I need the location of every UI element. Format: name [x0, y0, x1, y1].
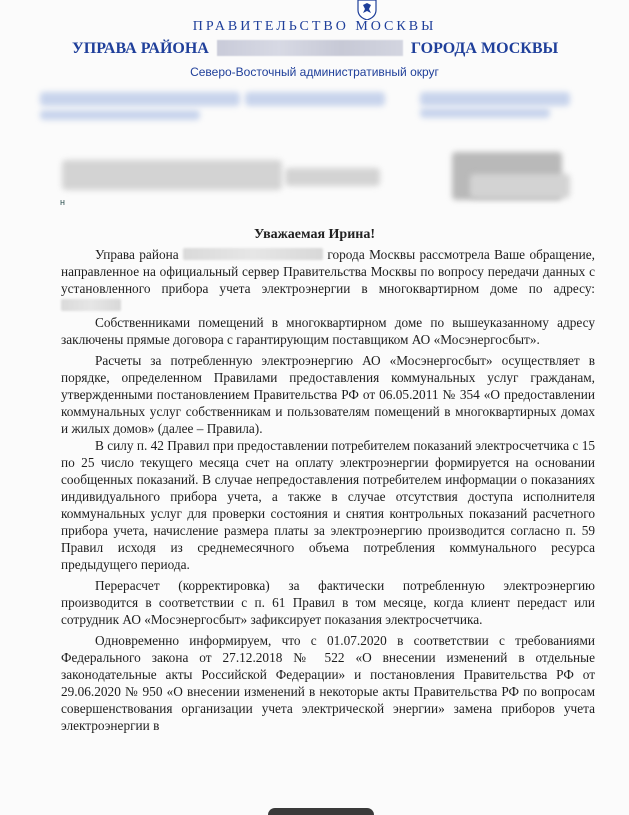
district-name: Северо-Восточный административный округ: [190, 65, 439, 79]
greeting: Уважаемая Ирина!: [253, 227, 376, 242]
redacted-address-inline: [61, 299, 121, 311]
government-title: ПРАВИТЕЛЬСТВО МОСКВЫ: [192, 19, 437, 34]
paragraph-1-start: Управа района: [95, 247, 179, 262]
redacted-line-7: [285, 168, 380, 186]
moscow-crest-icon: [356, 0, 378, 20]
redacted-line-2: [245, 92, 385, 106]
scroll-indicator[interactable]: [268, 808, 374, 815]
paragraph-1-rest: города Москвы рассмотрела Ваше обращение, направленное на официальный сервер Правительства Москвы по вопросу передачи данных с установленного прибора учета электроэнергии в многоквартирном доме по адресу:: [61, 247, 596, 296]
redacted-district-name: [217, 40, 403, 56]
redacted-line-1: [40, 92, 240, 106]
redacted-fragment: н: [60, 197, 65, 207]
paragraph-1: [61, 246, 595, 314]
redacted-line-5: [420, 108, 550, 118]
redacted-line-4: [40, 110, 200, 120]
paragraph-4: В силу п. 42 Правил при предоставлении потребителем показаний электросчетчика с 15 по 25 число текущего месяца счет на оплату электроэнергии формируется на основании сообщенных показаний. В случае непредоставления потребителем информации о показаниях индивидуального прибора учета, а также в случае отсутствия доступа исполнителя коммунальных услуг для проверки состояния и снятия контрольных показаний расчетного прибора учета, начисление размера платы за электроэнергию производится согласно п. 59 Правил исходя из среднемесячного объема потребления коммунального ресурса предыдущего периода.: [61, 438, 595, 572]
paragraph-5: Перерасчет (корректировка) за фактически потребленную электроэнергию производится в соответствии с п. 61 Правил в том месяце, когда клиент передаст или сотрудник АО «Мосэнергосбыт» зафиксирует показания электросчетчика.: [61, 578, 595, 627]
uprava-title: [72, 40, 592, 57]
redacted-line-9: [470, 174, 570, 198]
paragraph-2: Собственниками помещений в многоквартирном доме по вышеуказанному адресу заключены прямые договора с гарантирующим поставщиком АО «Мосэнергосбыт».: [61, 315, 595, 347]
uprava-suffix: ГОРОДА МОСКВЫ: [410, 40, 559, 57]
redacted-line-3: [420, 92, 570, 106]
paragraph-6: Одновременно информируем, что с 01.07.2020 в соответствии с требованиями Федерального закона от 27.12.2018 № 522 «О внесении изменений в отдельные законодательные акты Российской Федерации» и постановления Правительства РФ от 29.06.2020 № 950 «О внесении изменений в некоторые акты Правительства РФ по вопросам совершенствования организации учета электрической энергии» замена приборов учета электроэнергии в: [61, 633, 595, 733]
letter-body: [61, 246, 595, 734]
uprava-prefix: УПРАВА РАЙОНА: [72, 40, 209, 57]
redacted-line-6: [62, 160, 282, 190]
paragraph-3: Расчеты за потребленную электроэнергию АО «Мосэнергосбыт» осуществляет в порядке, определенном Правилами предоставления коммунальных услуг гражданам, утвержденными постановлением Правительства РФ от 06.05.2011 № 354 «О предоставлении коммунальных услуг собственникам и пользователям помещений в многоквартирных домах и жилых домов» (далее – Правила).: [61, 353, 595, 436]
redacted-district-inline: [183, 248, 323, 260]
